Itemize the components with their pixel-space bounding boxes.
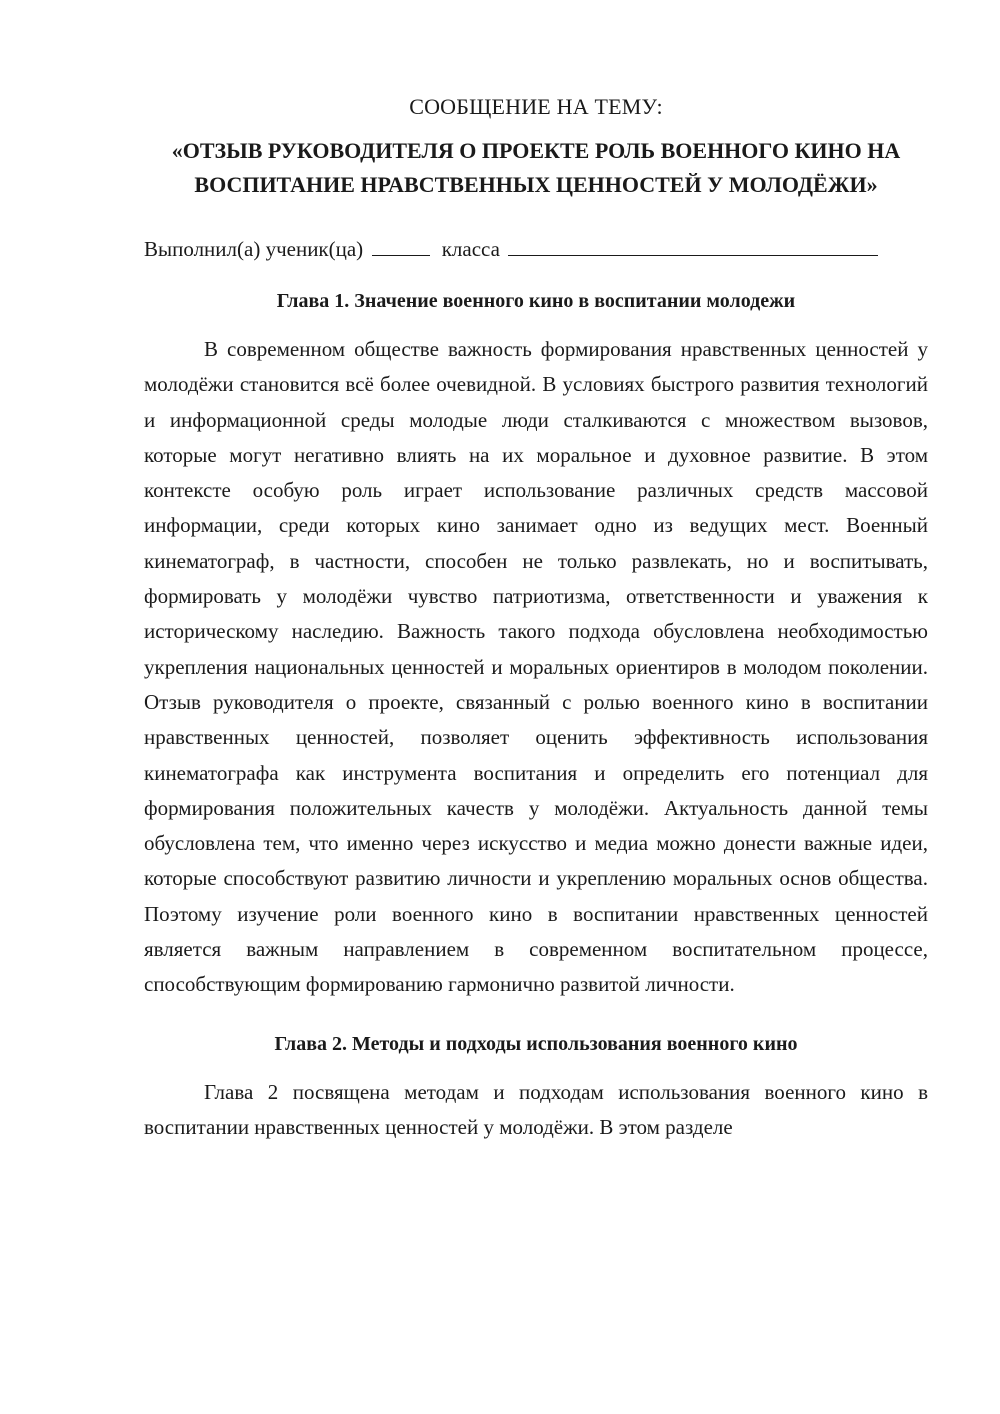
chapter-1-paragraph: В современном обществе важность формирования нравственных ценностей у молодёжи становится всё более очевидной. В условиях быстрого развития технологий и информационной среды молодые люди сталкиваются с множеством вызовов, которые могут негативно влиять на их моральное и духовное развитие. В этом контексте особую роль играет использование различных средств массовой информации, среди которых кино занимает одно из ведущих мест. Военный кинематограф, в частности, способен не только развлекать, но и воспитывать, формировать у молодёжи чувство патриотизма, ответственности и уважения к историческому наследию. Важность такого подхода обусловлена необходимостью укрепления национальных ценностей и моральных ориентиров в молодом поколении. Отзыв руководителя о проекте, связанный с ролью военного кино в воспитании нравственных ценностей, позволяет оценить эффективность использования кинематографа как инструмента воспитания и определить его потенциал для формирования положительных качеств у молодёжи. Актуальность данной темы обусловлена тем, что именно через искусство и медиа можно донести важные идеи, которые способствуют развитию личности и укреплению моральных основ общества. Поэтому изучение роли военного кино в воспитании нравственных ценностей является важным направлением в современном воспитательном процессе, способствующим формированию гармонично развитой личности.	[144, 337, 928, 997]
class-number-blank	[372, 235, 430, 256]
chapter-2-paragraph: Глава 2 посвящена методам и подходам использования военного кино в воспитании нравственных ценностей у молодёжи. В этом разделе	[144, 1079, 928, 1139]
document-page	[144, 90, 928, 1145]
chapter-2-heading: Глава 2. Методы и подходы использования военного кино	[274, 1032, 798, 1055]
author-line	[144, 234, 928, 264]
chapter-1-heading: Глава 1. Значение военного кино в воспитании молодежи	[276, 290, 796, 312]
author-line-prefix: Выполнил(а) ученик(ца)	[144, 237, 364, 261]
document-label: СООБЩЕНИЕ НА ТЕМУ:	[409, 94, 663, 119]
student-name-blank	[508, 235, 878, 256]
author-line-class-word: класса	[441, 237, 500, 261]
document-title: «ОТЗЫВ РУКОВОДИТЕЛЯ О ПРОЕКТЕ РОЛЬ ВОЕННОГО КИНО НА ВОСПИТАНИЕ НРАВСТВЕННЫХ ЦЕННОСТЕЙ У МОЛОДЁЖИ»	[171, 138, 901, 197]
